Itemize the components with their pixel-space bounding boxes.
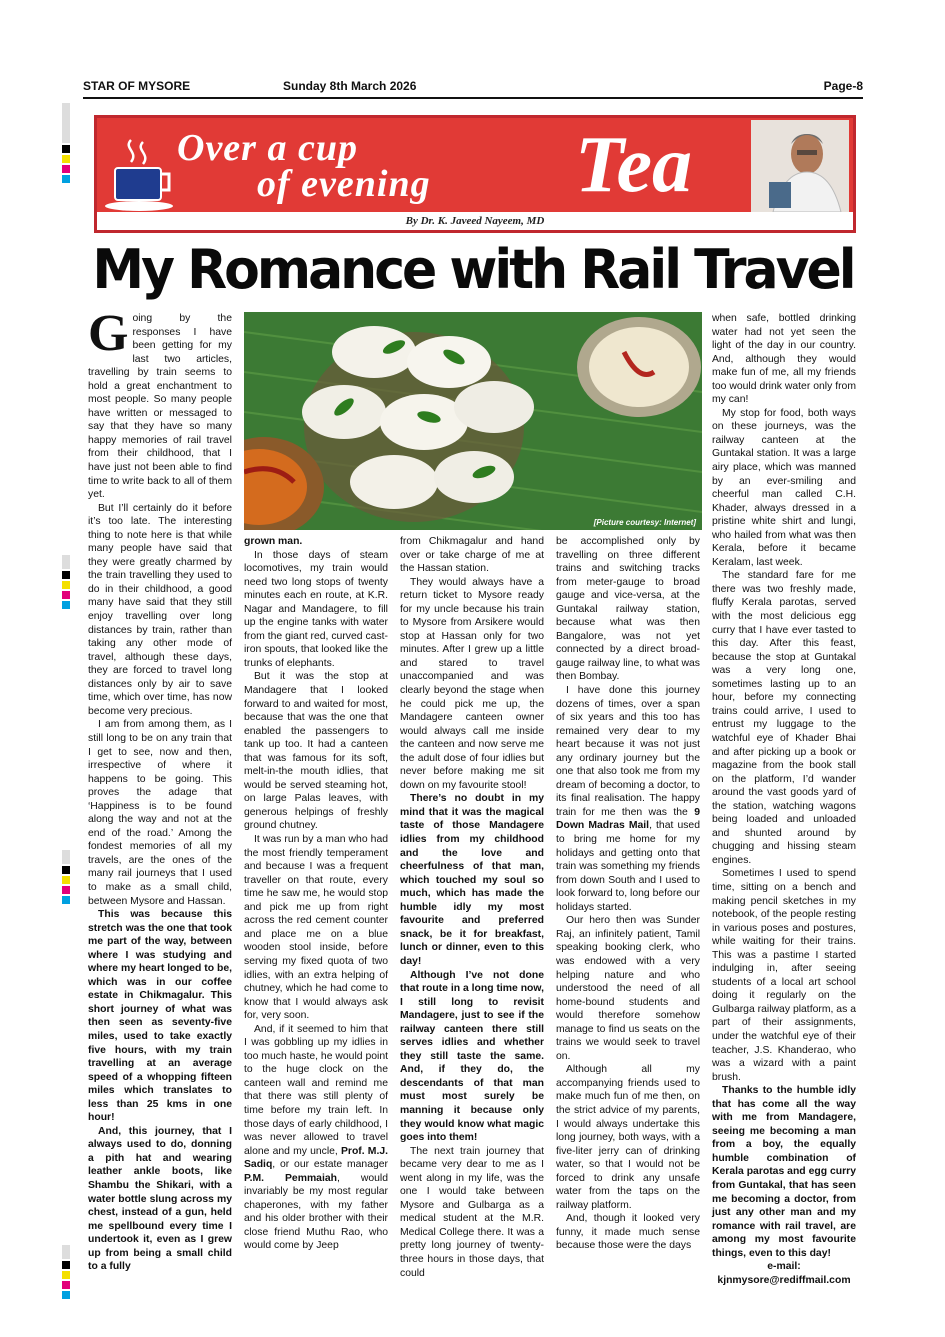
col2-paragraph-0: grown man.: [244, 536, 303, 547]
col2-paragraph-4: And, if it seemed to him that I was gobbling up my idlies in too much haste, he would point to the huge clock on the canteen wall and remind me that there was still plenty of time before my train left. In those days of early childhood, I was never allowed to travel alone and my uncle, Prof. M.J. Sadiq, or our estate manager P.M. Pemmaiah, would invariably be my most regular chaperones, with my father and his older brother with their close friend Muthu Rao, who would come by Jeep: [244, 1023, 389, 1252]
col2-paragraph-3: It was run by a man who had the most friendly temperament and because I was a frequent traveller on that route, every time he saw me, he would stop and pick me up from right across the red cement counter and place me on a blue wooden stool inside, before serving my fixed quota of two idlies, with an extra helping of chutney, which he had come to know that I would always ask for, very soon.: [244, 834, 388, 1022]
article-column-5: [712, 312, 856, 1287]
article-column-2: [244, 535, 388, 1253]
teacup-icon: [103, 138, 175, 216]
col1-paragraph-5: And, this journey, that I always used to do, donning a pith hat and wearing leather ankle boots, like Shambu the Shikari, with a water bottle slung across my chest, instead of a gun, held me spellbound every time I undertook it, even as I grew up from being a small child to a fully: [88, 1125, 232, 1273]
article-column-3: [400, 535, 544, 1280]
article-column-4: [556, 535, 700, 1253]
col4-paragraph-4: And, though it looked very funny, it made much sense because those were the days: [556, 1213, 700, 1252]
banner-line2: of evening: [257, 163, 431, 205]
col2-paragraph-2: But it was the stop at Mandagere that I looked forward to and waited for most, because that was the one that enabled the passengers to tank up too. It had a canteen that was famous for its soft, melt-in-the mouth idlies, that would be served steaming hot, on large Palas leaves, with generous helpings of freshly ground chutney.: [244, 671, 388, 832]
col5-paragraph-0: when safe, bottled drinking water had not yet seen the light of the day in our country. And, although they would make fun of me, all my friends too would drink water only from my can!: [712, 313, 856, 406]
col3-paragraph-4: The next train journey that became very dear to me as I went along in my life, was the one I would take between Mysore and Gulbarga as a medical student at the M.R. Medical College there. It was a pretty long journey of twenty-three hours in those days, that could: [400, 1145, 544, 1279]
page-header: [83, 79, 863, 95]
col1-paragraph-2: But I’ll certainly do it before it’s too late. The interesting thing to note here is that while many people have said that they were greatly charmed by the train travelling they used to do in their childhood, a good many have said that they still enjoy travelling over long distances by train, rather than taking any other mode of travel, although these days, they are forced to travel long distances only by air to save time, which over time, has now become very precious.: [88, 502, 232, 717]
col5-paragraph-4: Thanks to the humble idly that has come all the way with me from Mandagere, seeing me becoming a man from a boy, the equally humble combination of Kerala parotas and egg curry from Guntakal, that has seen me becoming a doctor, from just any other man and my romance with rail travel, are among my most favourite things, even to this day!: [712, 1085, 856, 1259]
email-label: e-mail:: [767, 1261, 801, 1273]
column-banner: [94, 115, 856, 233]
headline: My Romance with Rail Travel: [92, 238, 854, 302]
col3-paragraph-2: There’s no doubt in my mind that it was the magical taste of those Mandagere idlies from my childhood and the love and cheerfulness of that man, which touched my soul so much, which has made the humble idly my most favourite and preferred snack, be it for breakfast, lunch or dinner, even to this day!: [400, 793, 544, 967]
banner-tea: Tea: [575, 121, 693, 209]
col3-paragraph-1: They would always have a return ticket to Mysore ready for my uncle because his train to Mysore from Arsikere would stop at Hassan only for two minutes. After I grew up a little and stared to travel unaccompanied and was clearly beyond the stage when he could pick me up, the Mandagere canteen owner would always call me inside the canteen and now serve me the adult dose of four idlies but never before making me sit down on my favourite stool!: [400, 576, 544, 791]
registration-marks-bottom: [62, 1245, 72, 1301]
col2-paragraph-1: In those days of steam locomotives, my train would need two long stops of twenty minutes each en route, at K.R. Nagar and Mandagere, to fill up the engine tanks with water from the giant red, curved cast-iron spouts, that looked like the trunks of elephants.: [244, 549, 388, 669]
banner-line1: Over a cup: [177, 127, 358, 169]
image-credit: [Picture courtesy: Internet]: [593, 518, 696, 527]
email-address[interactable]: kjnmysore@rediffmail.com: [717, 1274, 851, 1286]
col4-paragraph-3: Although all my accompanying friends used to make much fun of me then, on the strict advice of my parents, I would always undertake this long journey, both ways, with a five-liter jerry can of drinking water, so that I would not be forced to drink any unsafe water from the taps on the railway platform.: [556, 1064, 700, 1211]
col4-paragraph-2: Our hero then was Sunder Raj, an infinitely patient, Tamil speaking booking clerk, who was endowed with a very helping nature and who understood the need of all home-bound students and would therefore somehow manage to find us seats on the trains we would seek to travel on.: [556, 915, 700, 1062]
issue-date: Sunday 8th March 2026: [283, 79, 417, 93]
registration-marks-middle: [62, 555, 72, 611]
col1-paragraph-4: This was because this stretch was the one that took me part of the way, between where I was studying and where my heart longed to be, which was in our coffee estate in Chikmagalur. This short journey of what was then seen as seventy-five miles, used to take exactly five hours, with my train travelling at an average speed of a whopping fifteen miles which translates to less than 25 kms in one hour!: [88, 909, 232, 1124]
article-column-1: [88, 305, 232, 1274]
col4-paragraph-1: I have done this journey dozens of times, over a span of six years and this too has remained very dear to my heart because it was not just any ordinary journey but the one that also took me from my dream of becoming a doctor, to its final realisation. The happy train for me then was the 9 Down Madras Mail, that used to bring me home for my holidays and getting onto that train was something my friends from down South and I used to look forward to, long before our holidays started.: [556, 685, 700, 913]
col3-paragraph-3: Although I’ve not done that route in a long time now, I still long to revisit Mandagere, just to see if the railway canteen there still serves idlies and whether they still taste the same. And, if they do, the descendants of that man must most surely be manning it because only they would know what magic goes into them!: [400, 969, 544, 1144]
col5-paragraph-2: The standard fare for me there was two freshly made, fluffy Kerala parotas, served with the most delicious egg curry that I have ever tasted to this day. After this feast, because the stop at Guntakal was a very long one, sometimes lasting up to an hour, before my connecting trains could arrive, I used to entrust my luggage to the watchful eye of Khader Bhai and after picking up a book or magazine from the book stall on the platform, I’d wander around the vast goods yard of the station, watching wagons being loaded and unloaded and shunted around by chugging and hissing steam engines.: [712, 570, 856, 866]
registration-marks-top: [62, 103, 72, 185]
registration-marks-lower: [62, 850, 72, 906]
paper-name: STAR OF MYSORE: [83, 79, 191, 93]
col3-paragraph-0: from Chikmagalur and hand over or take charge of me at the Hassan station.: [400, 536, 544, 575]
byline: By Dr. K. Javeed Nayeem, MD: [97, 212, 853, 230]
col5-paragraph-1: My stop for food, both ways on these journeys, was the railway canteen at the Guntakal station. It was a large airy place, which was manned by an ever-smiling and cheerful man called C.H. Khader, always dressed in a pristine white shirt and lungi, who hailed from what was then Kerala, before it became Keralam, last week.: [712, 407, 856, 568]
col5-paragraph-3: Sometimes I used to spend time, sitting on a bench and making pencil sketches in my notebook, of the people resting in various poses and postures, while waiting for their trains. This was a pastime I started indulging in, after seeing students of a local art school doing it regularly on the Gulbarga railway platform, as a part of their assignments, under the watchful eye of their teacher, J.S. Khanderao, who was a wizard with a paint brush.: [712, 868, 856, 1083]
idli-photo: [244, 312, 702, 530]
author-photo: [751, 120, 849, 212]
col4-paragraph-0: be accomplished only by travelling on three different trains and switching tracks from meter-gauge to broad gauge and vice-versa, at the Guntakal railway station, because what was then Bangalore, was not yet connected by a direct broad-gauge railway line, to what was then Bombay.: [556, 536, 700, 683]
col1-paragraph-3: I am from among them, as I still long to be on any train that I get to see, now and then, irrespective of where it happens to be going. This proves the adage that ‘Happiness is to be found along the way and not at the end of the road.’ Among the fondest memories of all my travels, are the ones of the many rail journeys that I used to make as a small child, between Mysore and Hassan.: [88, 719, 232, 907]
drop-cap: G: [88, 305, 129, 362]
header-rule: [83, 97, 863, 99]
page-number: Page-8: [823, 79, 863, 93]
col1-paragraph-1: oing by the responses I have been getting for my last two articles, travelling by train seems to hold a great enchantment to most people. So many people have written or messaged to say that they have so many happy memories of rail travel from their childhood, that I have just not been able to find time to write back to all of them yet.: [88, 313, 232, 501]
